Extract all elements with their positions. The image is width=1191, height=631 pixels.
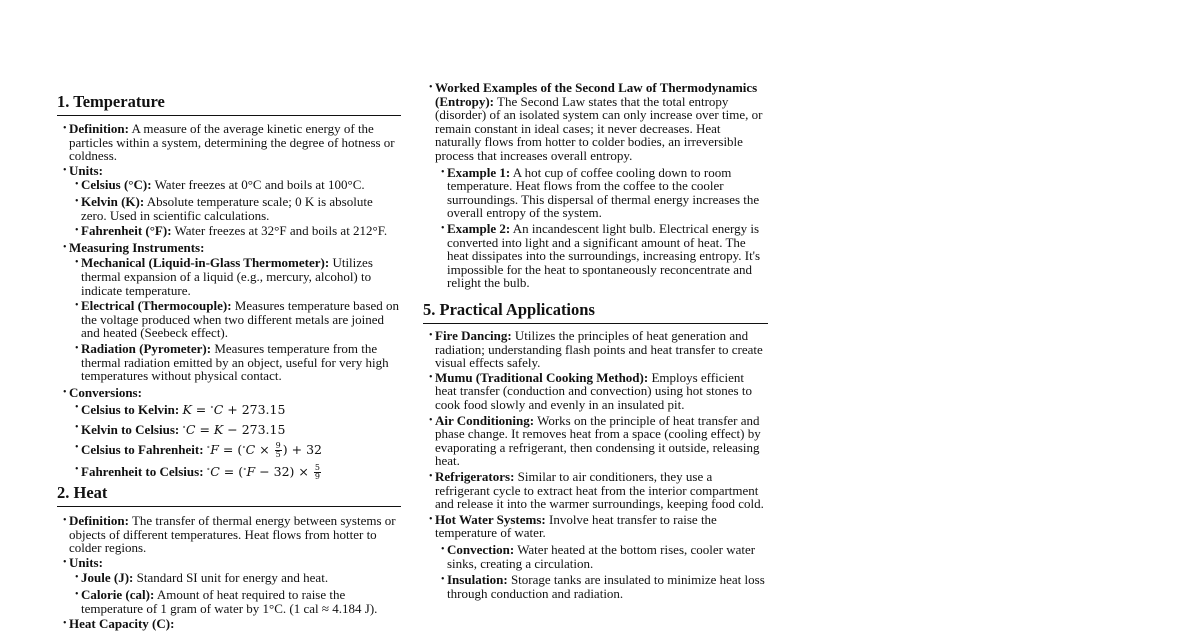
sub-list: [69, 401, 401, 481]
item-label: Worked Examples of the Second Law of Thermodynamics (Entropy):: [435, 80, 758, 109]
item-text: Measures temperature based on the voltage produced when two different metals are joined and heated (Seebeck effect).: [81, 298, 400, 341]
item-text: Water freezes at 32°F and boils at 212°F.: [174, 223, 388, 239]
formula: K = ∘C + 273.15: [182, 402, 286, 418]
list-item: [447, 166, 768, 220]
item-text: The Second Law states that the total entropy (disorder) of an isolated system can only increase over time, or remain constant in ideal cases; it never decreases. Heat naturally flows from hotter to colder bodies, an irreversible process that increases overall entropy.: [435, 93, 763, 163]
item-text: Water freezes at 0°C and boils at 100°C.: [154, 177, 365, 193]
item-label: Measuring Instruments:: [69, 239, 205, 255]
item-label: Electrical (Thermocouple):: [81, 298, 232, 314]
list-item: [81, 178, 401, 192]
item-text: Employs efficient heat transfer (conduction and convection) using hot stones to cook food slowly and evenly in an insulated pit.: [435, 369, 752, 412]
item-text: Measures temperature from the thermal radiation emitted by an object, useful for very high temperatures without physical contact.: [81, 340, 389, 384]
list-item: [81, 224, 401, 238]
sub-list: [435, 166, 768, 290]
item-label: Units:: [69, 162, 103, 178]
list-item: [81, 256, 401, 297]
item-text: A measure of the average kinetic energy of the particles within a system, determining the degree of hotness or coldness.: [69, 121, 395, 164]
item-label: Example 2:: [447, 220, 511, 236]
heat-list: [57, 514, 401, 631]
list-item: [435, 470, 768, 511]
list-item: [81, 299, 401, 340]
formula: ∘C = (∘F − 32) × $\frac{5}{9}$: [206, 463, 320, 482]
list-item: [435, 329, 768, 370]
list-item: [81, 342, 401, 383]
item-text: Works on the principle of heat transfer and phase change. It removes heat from a space (cooling effect) by evaporating a refrigerant, then condensing it outside, releasing heat.: [435, 412, 761, 469]
item-label: Definition:: [69, 121, 129, 136]
formula: ∘C = K − 273.15: [182, 422, 286, 438]
list-item: [81, 195, 401, 222]
item-text: Involve heat transfer to raise the temperature of water.: [435, 511, 717, 541]
item-label: Radiation (Pyrometer):: [81, 340, 212, 356]
entropy-list: [423, 81, 768, 290]
item-label: Mechanical (Liquid-in-Glass Thermometer):: [81, 255, 330, 271]
list-item: [435, 371, 768, 412]
list-item: [69, 617, 401, 631]
item-text: Storage tanks are insulated to minimize heat loss through conduction and radiation.: [447, 572, 765, 601]
list-item: [69, 514, 401, 555]
item-text: An incandescent light bulb. Electrical energy is converted into light and a significant amount of heat. The heat dissipates into the surroundings, increasing entropy. It's impossible for the heat to spontaneously reconcentrate and relight the bulb.: [447, 220, 761, 291]
sub-list: [69, 571, 401, 615]
item-text: Utilizes thermal expansion of a liquid (e.g., mercury, alcohol) to indicate temperature.: [81, 255, 373, 298]
item-label: Joule (J):: [81, 570, 134, 586]
conversion-item: [81, 463, 401, 481]
list-item: [69, 122, 401, 163]
section-heading: 2. Heat: [57, 484, 401, 507]
list-item: [81, 588, 401, 615]
sub-list: [435, 543, 768, 600]
sub-list: [69, 178, 401, 237]
section-heading: 5. Practical Applications: [423, 301, 768, 324]
item-label: Hot Water Systems:: [435, 511, 546, 527]
item-label: Fahrenheit (°F):: [81, 223, 172, 239]
item-label: Refrigerators:: [435, 468, 515, 484]
list-item: [447, 222, 768, 290]
list-item: [447, 573, 768, 600]
item-label: Mumu (Traditional Cooking Method):: [435, 369, 649, 385]
item-label: Units:: [69, 554, 103, 570]
section-applications: [423, 301, 768, 600]
item-label: Fahrenheit to Celsius:: [81, 464, 204, 480]
sub-list: [69, 256, 401, 382]
conversion-item: [81, 401, 401, 417]
applications-list: [423, 329, 768, 600]
list-item: [69, 164, 401, 238]
item-label: Convection:: [447, 541, 515, 557]
item-text: Utilizes the principles of heat generation and radiation; understanding flash points and heat transfer to create visual effects safely.: [435, 328, 763, 371]
item-label: Conversions:: [69, 384, 142, 400]
formula: ∘F = (∘C × $\frac{9}{5}$ ) + 32: [206, 440, 322, 459]
conversion-item: [81, 421, 401, 437]
item-text: Standard SI unit for energy and heat.: [136, 570, 329, 586]
item-label: Calorie (cal):: [81, 586, 155, 602]
list-item: [447, 543, 768, 570]
item-label: Heat Capacity (C):: [69, 616, 175, 631]
item-text: A hot cup of coffee cooling down to room temperature. Heat flows from the coffee to the cooler surroundings. This dispersal of thermal energy increases the overall entropy of the system.: [447, 164, 760, 221]
item-label: Example 1:: [447, 164, 511, 180]
conversion-item: [81, 441, 401, 459]
item-text: Amount of heat required to raise the temperature of 1 gram of water by 1°C. (1 cal ≈ 4.184 J).: [81, 586, 378, 616]
list-item: [69, 556, 401, 615]
item-text: Absolute temperature scale; 0 K is absolute zero. Used in scientific calculations.: [81, 193, 373, 223]
list-item: [435, 81, 768, 290]
temperature-list: [57, 122, 401, 481]
item-label: Kelvin (K):: [81, 193, 145, 209]
item-label: Celsius (°C):: [81, 177, 152, 193]
item-text: Water heated at the bottom rises, cooler water sinks, creating a circulation.: [447, 541, 756, 571]
list-item: [81, 571, 401, 585]
item-label: Insulation:: [447, 572, 508, 588]
section-heat: [57, 484, 401, 631]
item-label: Celsius to Fahrenheit:: [81, 441, 204, 457]
list-item: [435, 513, 768, 601]
list-item: [69, 241, 401, 383]
list-item: [69, 386, 401, 481]
item-label: Kelvin to Celsius:: [81, 422, 180, 438]
section-temperature: [57, 93, 401, 481]
item-label: Fire Dancing:: [435, 328, 512, 343]
list-item: [435, 414, 768, 468]
item-label: Definition:: [69, 513, 129, 528]
item-text: Similar to air conditioners, they use a refrigerant cycle to extract heat from the interior compartment and release it into the warmer surroundings, keeping food cold.: [435, 468, 764, 512]
item-text: The transfer of thermal energy between systems or objects of different temperatures. Heat flows from hotter to colder regions.: [69, 513, 396, 556]
item-label: Air Conditioning:: [435, 412, 535, 428]
section-heading: 1. Temperature: [57, 93, 401, 116]
item-label: Celsius to Kelvin:: [81, 402, 180, 418]
